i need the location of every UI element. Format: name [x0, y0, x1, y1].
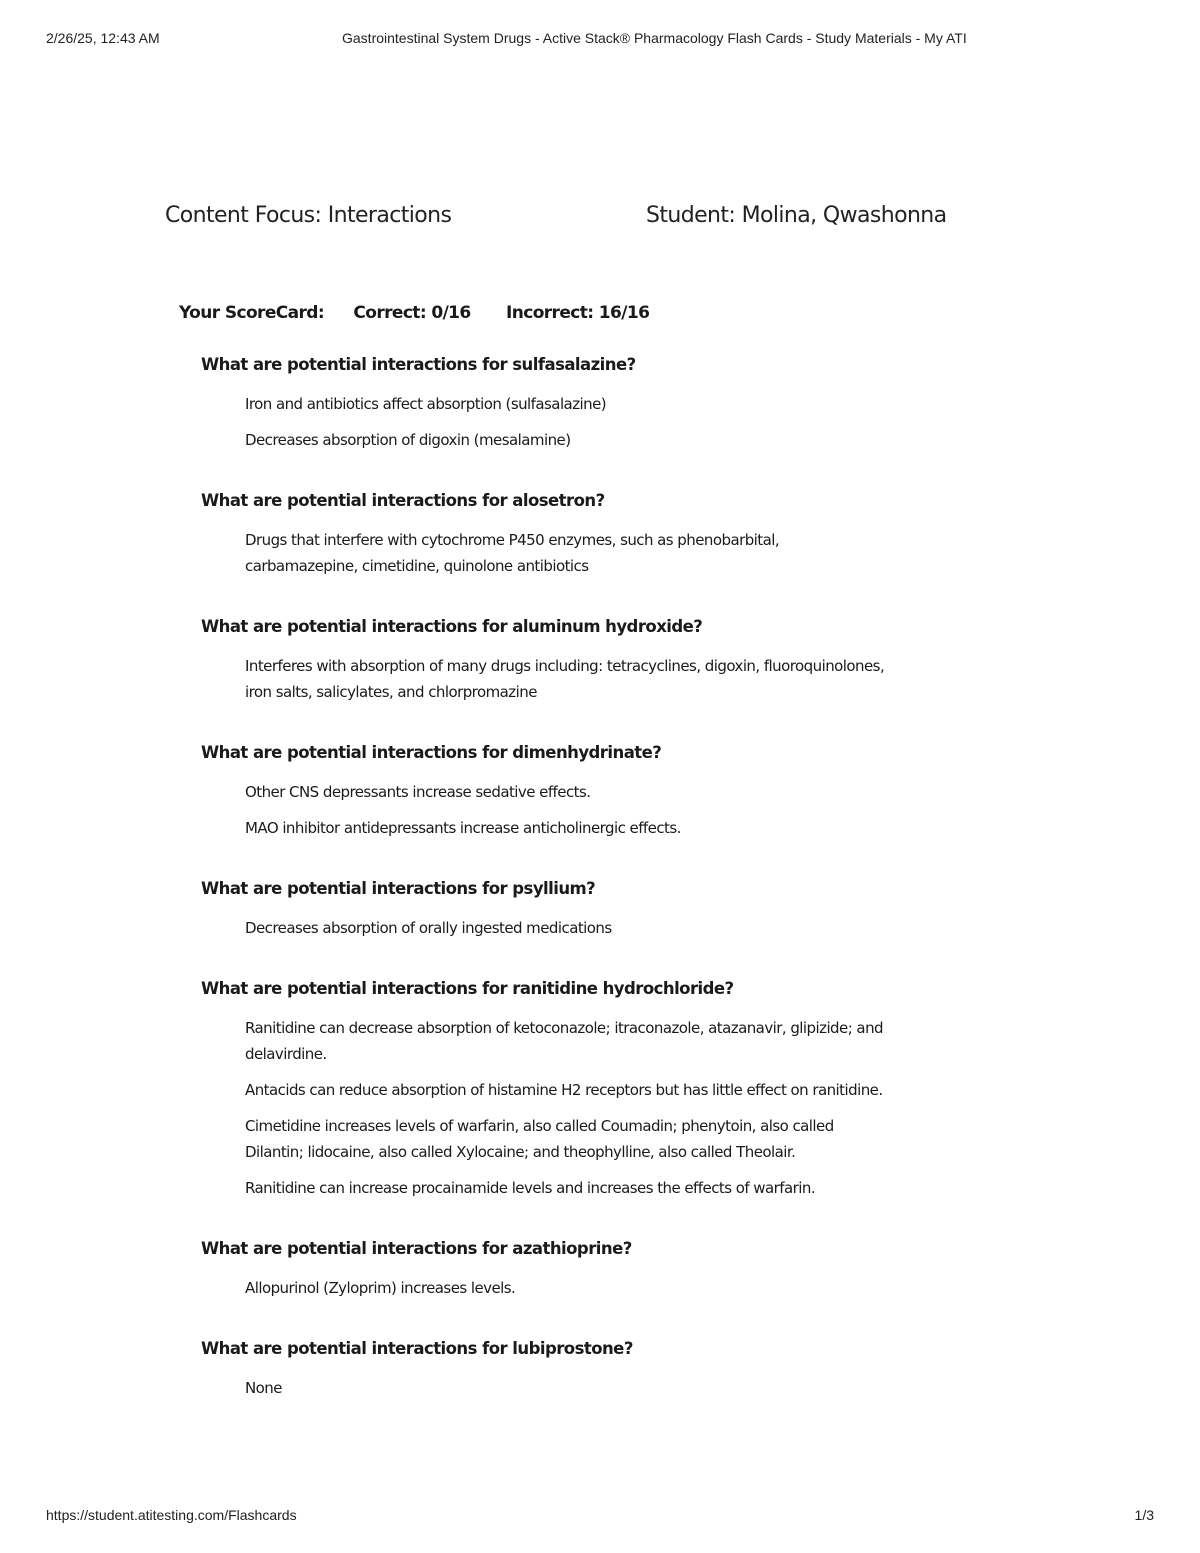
flashcard-answer: Antacids can reduce absorption of histamine H2 receptors but has little effect on ranitidine. [245, 1081, 883, 1099]
flashcard-answer: None [245, 1379, 282, 1397]
scorecard-incorrect: Incorrect: 16/16 [505, 303, 650, 323]
flashcard-answer: Decreases absorption of orally ingested medications [245, 919, 612, 937]
flashcard-answer: Iron and antibiotics affect absorption (sulfasalazine) [245, 395, 607, 413]
student-name: Student: Molina, Qwashonna [646, 203, 947, 228]
print-datetime: 2/26/25, 12:43 AM [46, 30, 160, 46]
flashcard-answer: Other CNS depressants increase sedative effects. [245, 783, 591, 801]
flashcard-answer: Cimetidine increases levels of warfarin, also called Coumadin; phenytoin, also called Dilantin; lidocaine, also called Xylocaine; and theophylline, also called Theolair. [245, 1117, 834, 1161]
flashcard [201, 353, 921, 453]
heading-row [165, 203, 1045, 237]
flashcard-answer: Allopurinol (Zyloprim) increases levels. [245, 1279, 516, 1297]
flashcard-answer: Drugs that interfere with cytochrome P450 enzymes, such as phenobarbital, carbamazepine, cimetidine, quinolone antibiotics [245, 531, 780, 575]
page-number: 1/3 [1134, 1507, 1154, 1523]
flashcard [201, 489, 921, 579]
flashcard-question: What are potential interactions for psyllium? [201, 879, 596, 898]
content-focus-title: Content Focus: Interactions [165, 203, 452, 228]
flashcard [201, 615, 921, 705]
scorecard-correct: Correct: 0/16 [353, 303, 471, 323]
flashcard-answer: Interferes with absorption of many drugs including: tetracyclines, digoxin, fluoroquinolones, iron salts, salicylates, and chlorpromazine [245, 657, 885, 701]
flashcard-question: What are potential interactions for dimenhydrinate? [201, 743, 662, 762]
flashcard-question: What are potential interactions for sulfasalazine? [201, 355, 636, 374]
flashcard-answer: Ranitidine can increase procainamide levels and increases the effects of warfarin. [245, 1179, 816, 1197]
flashcard [201, 741, 921, 841]
flashcard [201, 1237, 921, 1301]
print-header [46, 30, 1154, 50]
flashcard-question: What are potential interactions for ranitidine hydrochloride? [201, 979, 734, 998]
scorecard-label: Your ScoreCard: [179, 303, 325, 323]
flashcard [201, 1337, 921, 1401]
flashcard-answer: Decreases absorption of digoxin (mesalamine) [245, 431, 571, 449]
print-footer [46, 1507, 1154, 1527]
flashcard-question: What are potential interactions for azathioprine? [201, 1239, 632, 1258]
flashcard-question: What are potential interactions for aluminum hydroxide? [201, 617, 703, 636]
flashcard [201, 977, 921, 1201]
scorecard [179, 303, 649, 323]
flashcard-question: What are potential interactions for lubiprostone? [201, 1339, 633, 1358]
print-page-title: Gastrointestinal System Drugs - Active Stack® Pharmacology Flash Cards - Study Materials - My ATI [342, 30, 967, 46]
flashcard-question: What are potential interactions for alosetron? [201, 491, 605, 510]
flashcard-answer: MAO inhibitor antidepressants increase anticholinergic effects. [245, 819, 681, 837]
print-url: https://student.atitesting.com/Flashcards [46, 1507, 297, 1523]
flashcard-list [201, 353, 921, 1437]
flashcard-answer: Ranitidine can decrease absorption of ketoconazole; itraconazole, atazanavir, glipizide; and delavirdine. [245, 1019, 884, 1063]
flashcard [201, 877, 921, 941]
